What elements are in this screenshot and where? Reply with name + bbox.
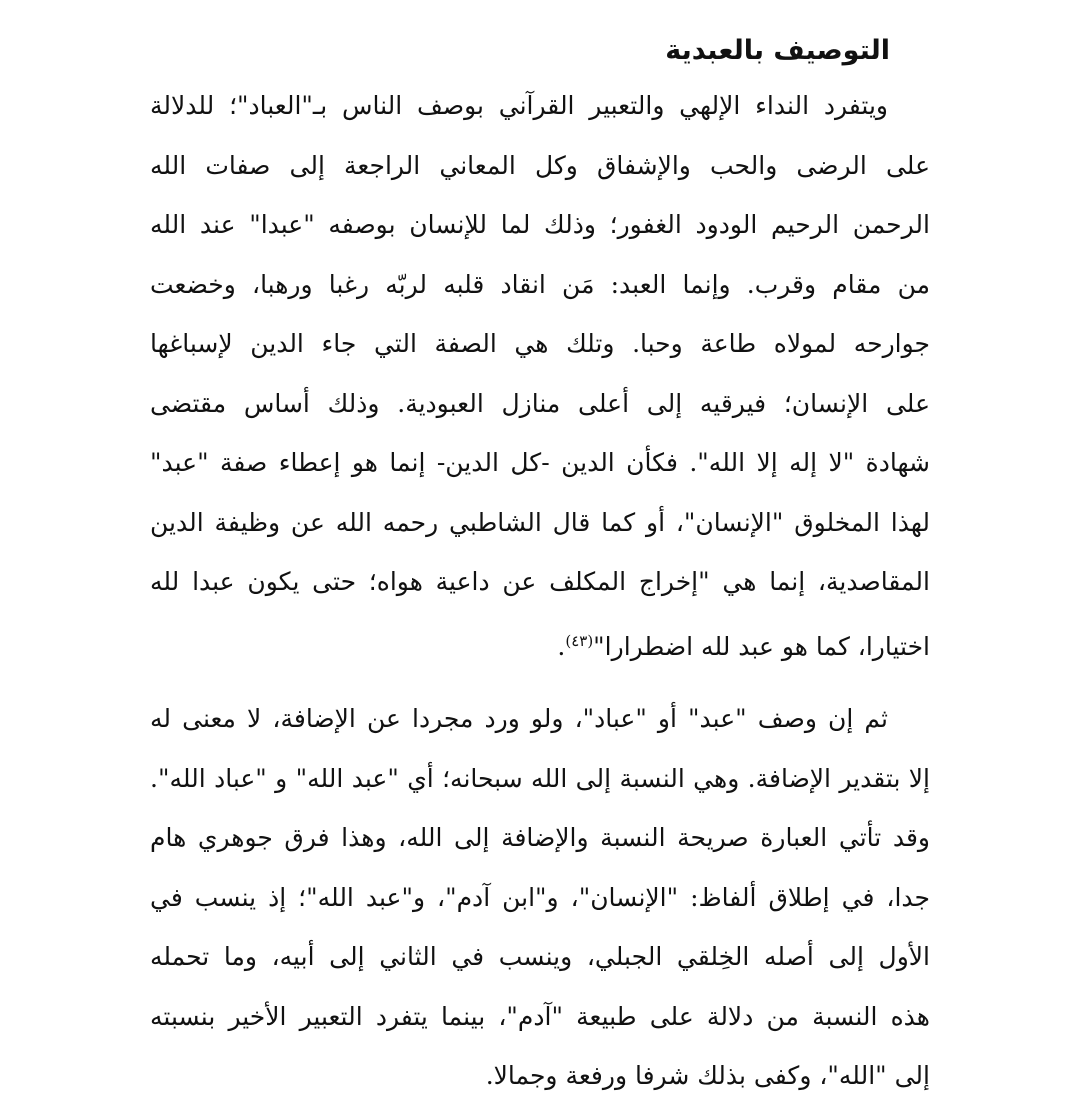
- text-line: الرحمن الرحيم الودود الغفور؛ وذلك لما للإنسان بوصفه "عبدا" عند الله: [150, 210, 930, 239]
- document-page: [150, 26, 930, 1106]
- text-line: على الرضى والحب والإشفاق وكل المعاني الراجعة إلى صفات الله: [150, 150, 930, 180]
- paragraph-2: [150, 689, 930, 1106]
- text-line: وقد تأتي العبارة صريحة النسبة والإضافة إلى الله، وهذا فرق جوهري هام: [150, 823, 930, 852]
- line-text: اختيارا، كما هو عبد لله اضطرارا": [593, 631, 930, 661]
- text-line: المقاصدية، إنما هي "إخراج المكلف عن داعية هواه؛ حتى يكون عبدا لله: [150, 567, 930, 596]
- text-line-last: [150, 612, 930, 672]
- text-line: ثم إن وصف "عبد" أو "عباد"، ولو ورد مجردا عن الإضافة، لا معنى له: [150, 704, 888, 733]
- section-heading: التوصيف بالعبدية: [665, 35, 890, 66]
- text-line: جوارحه لمولاه طاعة وحبا. وتلك هي الصفة التي جاء الدين لإسباغها: [150, 329, 930, 358]
- paragraph-1: [150, 76, 930, 671]
- text-line: هذه النسبة من دلالة على طبيعة "آدم"، بينما يتفرد التعبير الأخير بنسبته: [150, 1001, 930, 1031]
- text-line: جدا، في إطلاق ألفاظ: "الإنسان"، و"ابن آدم"، و"عبد الله"؛ إذ ينسب في: [150, 882, 930, 912]
- text-line: لهذا المخلوق "الإنسان"، أو كما قال الشاطبي رحمه الله عن وظيفة الدين: [150, 507, 930, 537]
- text-line: الأول إلى أصله الخِلقي الجبلي، وينسب في الثاني إلى أبيه، وما تحمله: [150, 942, 930, 971]
- text-line-last: إلى "الله"، وكفى بذلك شرفا ورفعة وجمالا.: [485, 1061, 930, 1090]
- text-line: على الإنسان؛ فيرقيه إلى أعلى منازل العبودية. وذلك أساس مقتضى: [150, 388, 930, 418]
- text-line: من مقام وقرب. وإنما العبد: مَن انقاد قلبه لربّه رغبا ورهبا، وخضعت: [150, 269, 930, 299]
- text-line: إلا بتقدير الإضافة. وهي النسبة إلى الله سبحانه؛ أي "عبد الله" و "عباد الله".: [150, 763, 930, 793]
- text-line: شهادة "لا إله إلا الله". فكأن الدين -كل الدين- إنما هو إعطاء صفة "عبد": [150, 448, 930, 477]
- footnote-marker: (٤٣): [565, 631, 594, 650]
- end-punctuation: .: [557, 631, 566, 661]
- text-line: ويتفرد النداء الإلهي والتعبير القرآني بوصف الناس بـ"العباد"؛ للدلالة: [150, 91, 888, 120]
